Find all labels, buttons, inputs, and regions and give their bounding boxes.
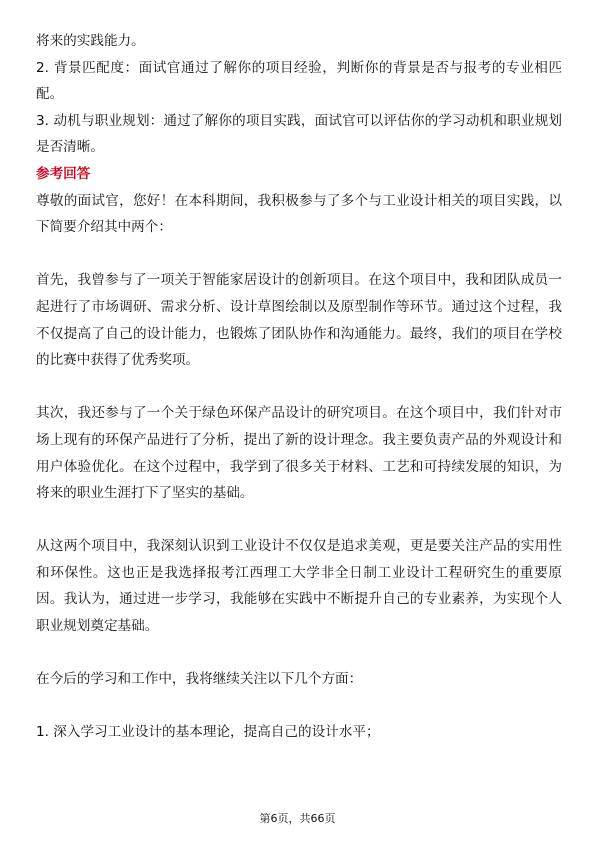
paragraph-gap: [36, 640, 562, 667]
answer-paragraph-smart-home: 首先，我曾参与了一项关于智能家居设计的创新项目。在这个项目中，我和团队成员一起进行了市场调研、需求分析、设计草图绘制以及原型制作等环节。通过这个过程，我不仅提高了自己的设计能力，也锻炼了团队协作和沟通能力。最终，我们的项目在学校的比赛中获得了优秀奖项。: [36, 272, 562, 369]
intro-continuation: 将来的实践能力。: [36, 33, 145, 49]
document-body: [36, 28, 562, 746]
answer-paragraph-green-product: 其次，我还参与了一个关于绿色环保产品设计的研究项目。在这个项目中，我们针对市场上现有的环保产品进行了分析，提出了新的设计理念。我主要负责产品的外观设计和用户体验优化。在这个过程中，我学到了很多关于材料、工艺和可持续发展的知识，为将来的职业生涯打下了坚实的基础。: [36, 405, 562, 502]
answer-paragraph-conclusion: 从这两个项目中，我深刻认识到工业设计不仅仅是追求美观，更是要关注产品的实用性和环保性。这也正是我选择报考江西理工大学非全日制工业设计工程研究生的重要原因。我认为，通过进一步学习，我能够在实践中不断提升自己的专业素养，为实现个人职业规划奠定基础。: [36, 538, 562, 635]
answer-greeting: 尊敬的面试官，您好！在本科期间，我积极参与了多个与工业设计相关的项目实践，以下简要介绍其中两个：: [36, 192, 562, 236]
paragraph-gap: [36, 374, 562, 401]
paragraph-gap: [36, 241, 562, 268]
answer-future-focus: 在今后的学习和工作中，我将继续关注以下几个方面：: [36, 671, 363, 688]
section-title-reference-answer: 参考回答: [36, 165, 91, 182]
paragraph-gap: [36, 507, 562, 534]
intro-item-background-match: 2. 背景匹配度：面试官通过了解你的项目经验，判断你的背景是否与报考的专业相匹配。: [36, 59, 562, 103]
future-item-1: 1. 深入学习工业设计的基本理论，提高自己的设计水平；: [36, 724, 380, 741]
paragraph-gap: [36, 693, 562, 720]
intro-item-motivation: 3. 动机与职业规划：通过了解你的项目实践，面试官可以评估你的学习动机和职业规划是否清晰。: [36, 112, 562, 156]
page-number: 第6页，共66页: [259, 812, 336, 825]
